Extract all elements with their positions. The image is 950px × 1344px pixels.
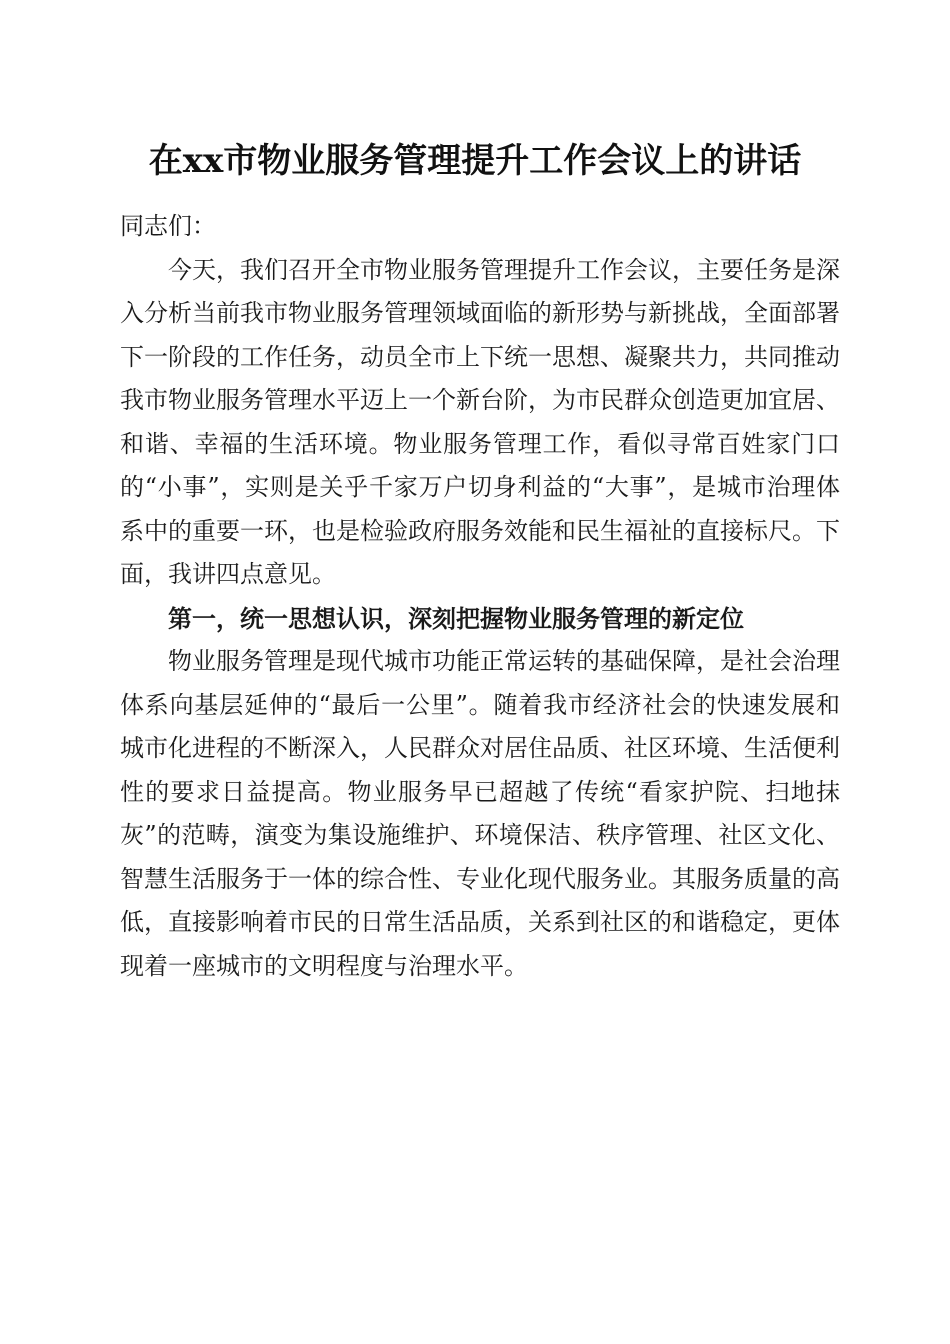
section-paragraph: 物业服务管理是现代城市功能正常运转的基础保障，是社会治理体系向基层延伸的“最后一公里”。随着我市经济社会的快速发展和城市化进程的不断深入，人民群众对居住品质、社区环境、生活便利性的要求日益提高。物业服务早已超越了传统“看家护院、扫地抹灰”的范畴，演变为集设施维护、环境保洁、秩序管理、社区文化、智慧生活服务于一体的综合性、专业化现代服务业。其服务质量的高低，直接影响着市民的日常生活品质，关系到社区的和谐稳定，更体现着一座城市的文明程度与治理水平。 bbox=[120, 647, 840, 980]
section-heading: 第一，统一思想认识，深刻把握物业服务管理的新定位 bbox=[168, 603, 744, 633]
salutation: 同志们： bbox=[120, 212, 216, 240]
document-body bbox=[120, 205, 840, 988]
intro-paragraph: 今天，我们召开全市物业服务管理提升工作会议，主要任务是深入分析当前我市物业服务管理领域面临的新形势与新挑战，全面部署下一阶段的工作任务，动员全市上下统一思想、凝聚共力，共同推动我市物业服务管理水平迈上一个新台阶，为市民群众创造更加宜居、和谐、幸福的生活环境。物业服务管理工作，看似寻常百姓家门口的“小事”，实则是关乎千家万户切身利益的“大事”，是城市治理体系中的重要一环，也是检验政府服务效能和民生福祉的直接标尺。下面，我讲四点意见。 bbox=[120, 255, 840, 588]
document-title: 在xx市物业服务管理提升工作会议上的讲话 bbox=[148, 141, 802, 181]
